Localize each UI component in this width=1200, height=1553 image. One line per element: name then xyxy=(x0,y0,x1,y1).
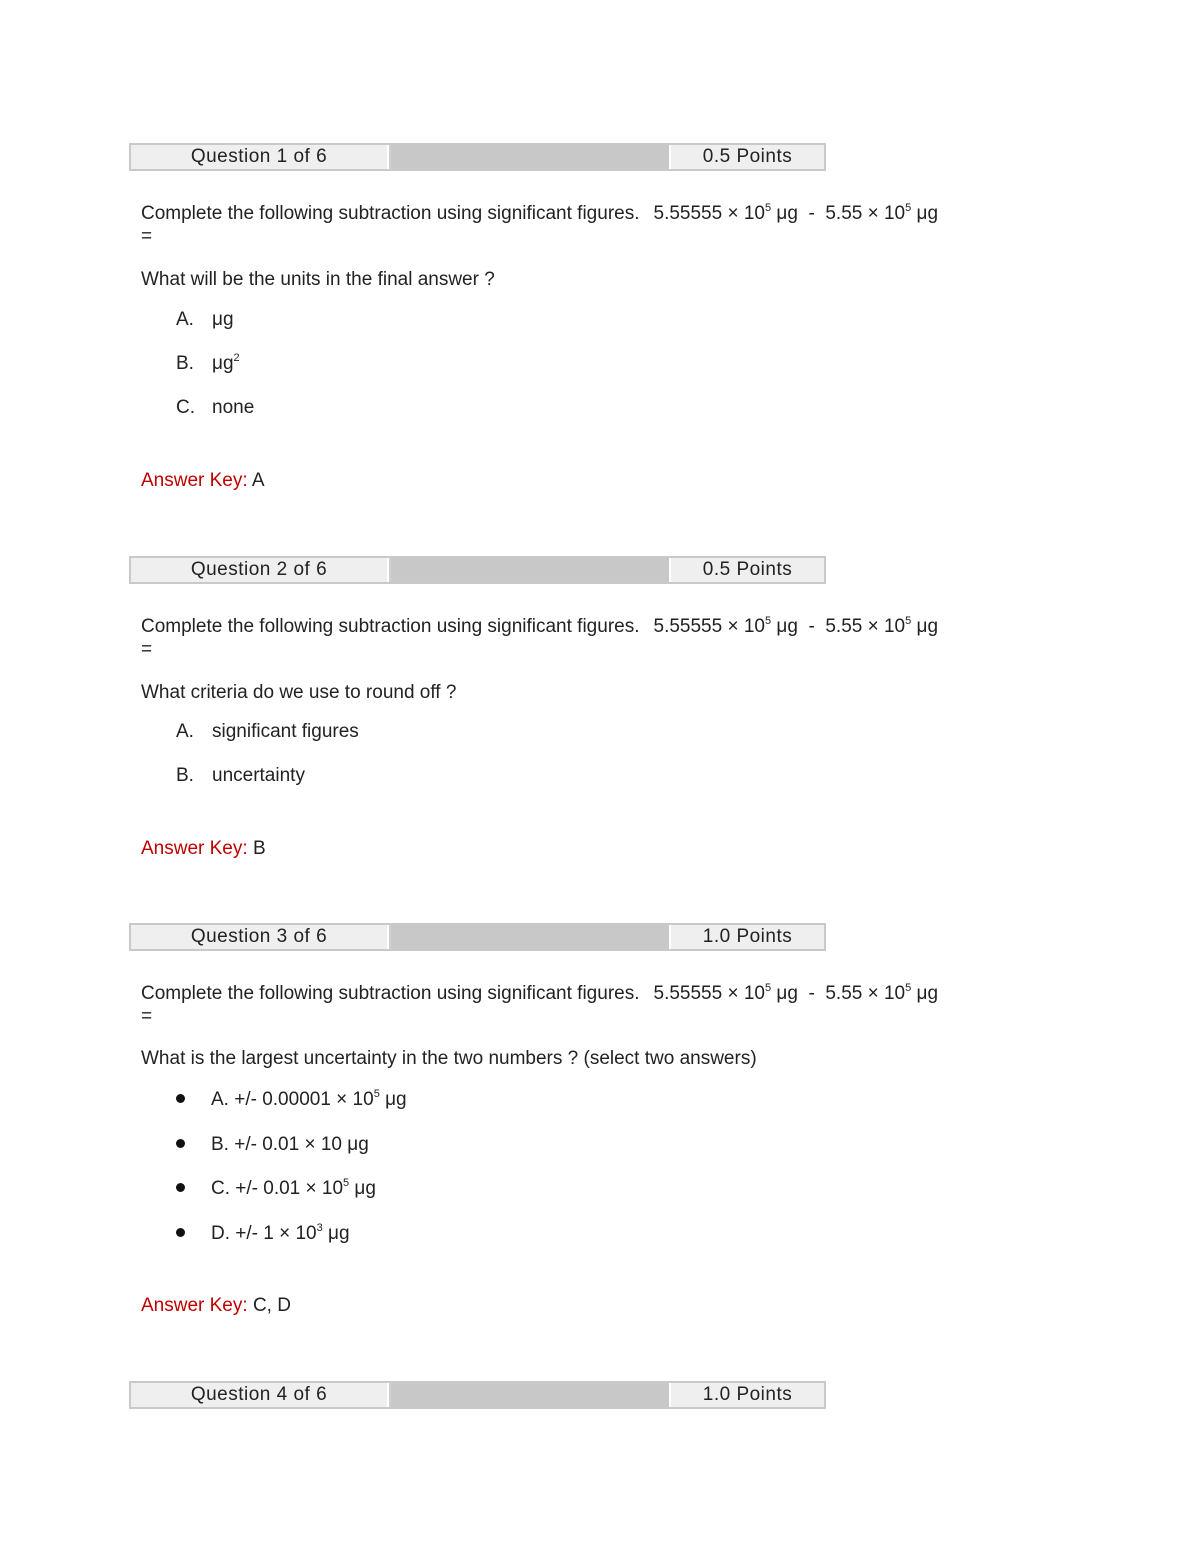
answer-key: Answer Key: A xyxy=(141,470,265,491)
answer-key: Answer Key: B xyxy=(141,838,266,859)
answer-key: Answer Key: C, D xyxy=(141,1295,291,1316)
question-text: What criteria do we use to round off ? xyxy=(141,682,457,703)
question-header-bar xyxy=(129,1381,826,1409)
question-points: 1.0 Points xyxy=(669,925,824,949)
question-number: Question 2 of 6 xyxy=(131,558,389,582)
question-prompt: Complete the following subtraction using significant figures. $5.55555 \times 10^5$ $\mu g - 5.55 \times 10^5$ μg = xyxy=(141,982,939,1027)
progress-fill xyxy=(389,145,669,169)
answer-option[interactable]: C. +/- $0.01 \times 10^5$ μg xyxy=(176,1177,376,1201)
question-points: 0.5 Points xyxy=(669,558,824,582)
question-header-bar xyxy=(129,556,826,584)
question-points: 0.5 Points xyxy=(669,145,824,169)
question-prompt: Complete the following subtraction using significant figures. $5.55555 \times 10^5$ $\mu g - 5.55 \times 10^5$ μg = xyxy=(141,615,939,660)
question-text: What will be the units in the final answer ? xyxy=(141,269,495,290)
answer-option[interactable]: C. none xyxy=(176,397,255,418)
bullet-icon xyxy=(176,1183,185,1192)
question-body xyxy=(141,982,1061,1071)
question-text: What is the largest uncertainty in the two numbers ? (select two answers) xyxy=(141,1048,757,1069)
answer-option[interactable]: D. +/- $1 \times 10^3$ μg xyxy=(176,1222,350,1246)
question-points: 1.0 Points xyxy=(669,1383,824,1407)
answer-option[interactable]: B. +/- 0.01 × 10 μg xyxy=(176,1133,369,1157)
question-body xyxy=(141,615,1061,705)
bullet-icon xyxy=(176,1139,185,1148)
question-prompt: Complete the following subtraction using significant figures. $5.55555 \times 10^5$ $\mu g - 5.55 \times 10^5$ μg = xyxy=(141,202,939,247)
answer-option[interactable]: A. μg xyxy=(176,309,234,330)
progress-fill xyxy=(389,558,669,582)
progress-fill xyxy=(389,925,669,949)
answer-option[interactable]: B. uncertainty xyxy=(176,765,305,786)
answer-option[interactable]: A. significant figures xyxy=(176,721,359,742)
question-number: Question 3 of 6 xyxy=(131,925,389,949)
bullet-icon xyxy=(176,1094,185,1103)
progress-fill xyxy=(389,1383,669,1407)
answer-option[interactable]: B. $\mu g^2$ xyxy=(176,352,240,374)
bullet-icon xyxy=(176,1228,185,1237)
question-header-bar xyxy=(129,143,826,171)
answer-option[interactable]: A. +/- $0.00001 \times 10^5$ μg xyxy=(176,1088,407,1112)
question-header-bar xyxy=(129,923,826,951)
question-number: Question 4 of 6 xyxy=(131,1383,389,1407)
question-number: Question 1 of 6 xyxy=(131,145,389,169)
question-body xyxy=(141,202,1061,292)
